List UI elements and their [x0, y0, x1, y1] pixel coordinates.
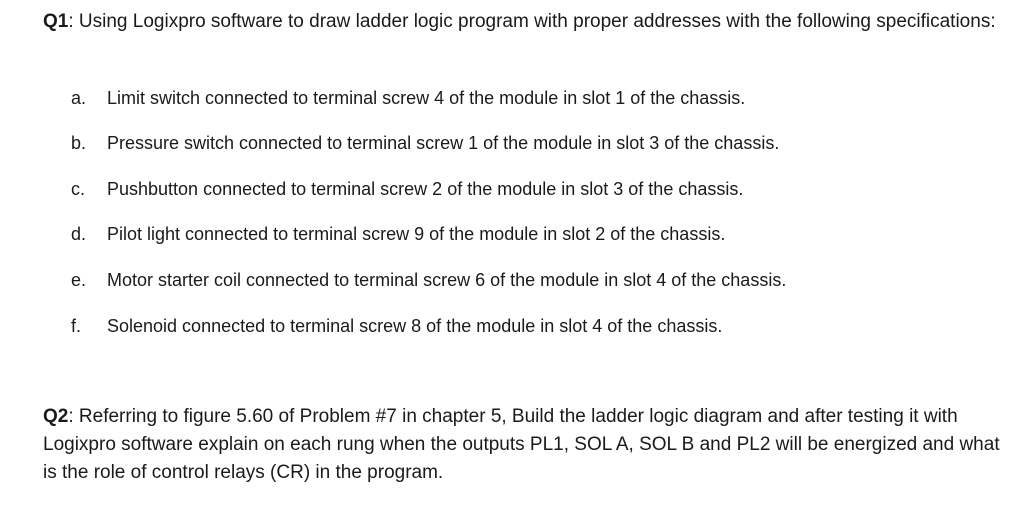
list-item	[0, 312, 940, 340]
question-1-heading	[43, 8, 1008, 36]
list-item	[0, 175, 940, 203]
list-item	[0, 129, 940, 157]
item-letter: c.	[71, 179, 86, 199]
list-item	[0, 266, 940, 294]
list-item	[0, 220, 940, 248]
item-letter: b.	[71, 133, 87, 153]
question-1	[43, 8, 1008, 36]
item-letter: d.	[71, 224, 87, 244]
list-item	[0, 84, 940, 112]
item-text: Pilot light connected to terminal screw 9 of the module in slot 2 of the chassis.	[107, 224, 726, 244]
question-1-text: : Using Logixpro software to draw ladder logic program with proper addresses with the following specifications:	[68, 11, 996, 32]
item-text: Pushbutton connected to terminal screw 2 of the module in slot 3 of the chassis.	[107, 179, 744, 199]
item-text: Pressure switch connected to terminal screw 1 of the module in slot 3 of the chassis.	[107, 133, 780, 153]
item-letter: a.	[71, 88, 87, 108]
item-letter: f.	[71, 316, 82, 336]
item-text: Solenoid connected to terminal screw 8 of the module in slot 4 of the chassis.	[107, 316, 723, 336]
question-2	[43, 403, 1008, 487]
item-text: Limit switch connected to terminal screw 4 of the module in slot 1 of the chassis.	[107, 88, 746, 108]
item-text: Motor starter coil connected to terminal screw 6 of the module in slot 4 of the chassis.	[107, 270, 787, 290]
question-2-body	[43, 403, 1008, 487]
question-1-label: Q1	[43, 11, 69, 32]
item-letter: e.	[71, 270, 87, 290]
question-2-label: Q2	[43, 406, 69, 427]
question-2-text: : Referring to figure 5.60 of Problem #7 in chapter 5, Build the ladder logic diagram and after testing it with Logixpro software explain on each rung when the outputs PL1, SOL A, SOL B and PL2 will be energized and what is the role of control relays (CR) in the program.	[43, 406, 1000, 483]
